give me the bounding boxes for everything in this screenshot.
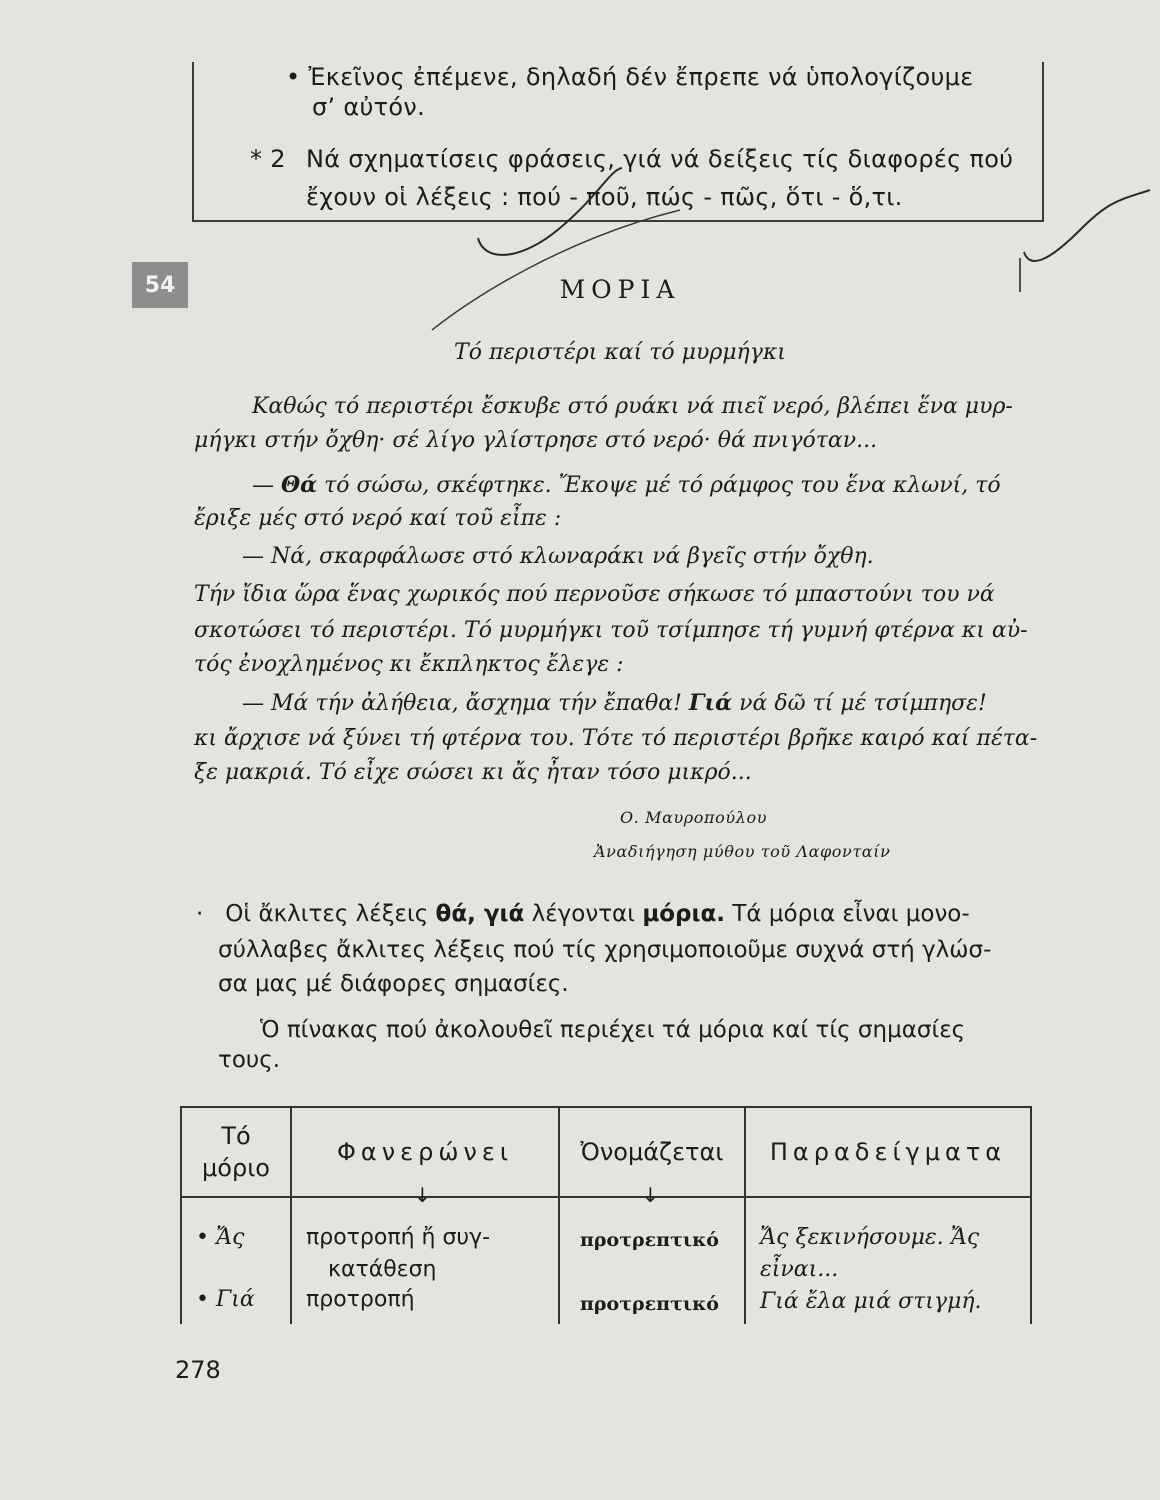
cell-meaning: κατάθεση — [328, 1257, 437, 1282]
story-line-start: — Μά τήν ἀλήθεια, ἄσχημα τήν ἔπαθα! — [242, 691, 682, 716]
bold-word-gia: Γιά — [688, 690, 733, 716]
story-line: τός ἐνοχλημένος κι ἔκπληκτος ἔλεγε : — [194, 652, 624, 677]
header-meaning: Φανερώνει — [337, 1138, 513, 1166]
exercise-line-1: • Ἐκεῖνος ἐπέμενε, δηλαδή δέν ἔπρεπε νά ὑπολογίζουμε — [286, 63, 974, 91]
story-line: μήγκι στήν ὄχθη· σέ λίγο γλίστρησε στό νερό· θά πνιγόταν... — [194, 428, 878, 453]
cell-particle: • Γιά — [196, 1287, 255, 1312]
bullet: · — [196, 901, 204, 927]
explanation-line: σύλλαβες ἄκλιτες λέξεις πού τίς χρησιμοποιοῦμε συχνά στή γλώσ- — [218, 937, 992, 963]
cell-name: προτρεπτικό — [580, 1229, 719, 1251]
explanation-line: σα μας μέ διάφορες σημασίες. — [218, 971, 569, 997]
exercise-item-2-line-1: Νά σχηματίσεις φράσεις, γιά νά δείξεις τίς διαφορές πού — [306, 145, 1014, 173]
cell-example: Γιά ἔλα μιά στιγμή. — [760, 1289, 982, 1314]
header-particle-line-1: Τό — [221, 1122, 251, 1150]
cell-meaning: προτροπή — [306, 1287, 415, 1312]
header-examples: Παραδείγματα — [769, 1138, 1007, 1166]
story-line-end: νά δῶ τί μέ τσίμπησε! — [739, 691, 987, 716]
section-number-badge: 54 — [132, 262, 188, 308]
header-particle-line-2: μόριο — [202, 1154, 270, 1182]
story-line: ξε μακριά. Τό εἶχε σώσει κι ἄς ἦταν τόσο μικρό... — [194, 760, 752, 785]
cell-particle: • Ἄς — [196, 1225, 245, 1250]
story-line: κι ἄρχισε νά ξύνει τή φτέρνα του. Τότε τό περιστέρι βρῆκε καιρό καί πέτα- — [194, 726, 1038, 751]
explanation-line: Ὁ πίνακας πού ἀκολουθεῖ περιέχει τά μόρια καί τίς σημασίες — [260, 1017, 966, 1043]
arrow-down-icon: ↓ — [414, 1183, 431, 1207]
story-title: Τό περιστέρι καί τό μυρμήγκι — [454, 340, 786, 365]
story-line: — Νά, σκαρφάλωσε στό κλωναράκι νά βγεῖς στήν ὄχθη. — [242, 544, 874, 569]
cell-name: προτρεπτικό — [580, 1293, 719, 1315]
header-name: Ὀνομάζεται — [580, 1138, 724, 1166]
story-line: σκοτώσει τό περιστέρι. Τό μυρμήγκι τοῦ τσίμπησε τή γυμνή φτέρνα κι αὐ- — [194, 618, 1028, 643]
cell-example: εἶναι... — [760, 1257, 839, 1282]
arrow-down-icon: ↓ — [642, 1183, 659, 1207]
dash: — — [252, 473, 281, 498]
exercise-line-2: σ’ αὐτόν. — [312, 93, 426, 121]
author-name: Ο. Μαυροπούλου — [620, 808, 768, 827]
bold-particles: θά, γιά — [435, 901, 525, 927]
story-line-rest: τό σώσω, σκέφτηκε. Ἔκοψε μέ τό ράμφος του ἕνα κλωνί, τό — [324, 473, 1001, 498]
cell-meaning: προτροπή ἤ συγ- — [306, 1225, 491, 1250]
story-line: Τήν ἴδια ὥρα ἕνας χωρικός πού περνοῦσε σήκωσε τό μπαστούνι του νά — [194, 582, 995, 607]
story-line: ἔριξε μές στό νερό καί τοῦ εἶπε : — [194, 506, 562, 531]
bold-word-tha: Θά — [281, 472, 318, 498]
story-source: Ἀναδιήγηση μύθου τοῦ Λαφονταίν — [594, 842, 891, 861]
text-run: Τά μόρια εἶναι μονο- — [732, 901, 970, 927]
text-run: Οἱ ἄκλιτες λέξεις — [225, 901, 429, 927]
story-line: Καθώς τό περιστέρι ἔσκυβε στό ρυάκι νά πιεῖ νερό, βλέπει ἕνα μυρ- — [252, 394, 1013, 419]
exercise-item-number: * 2 — [250, 145, 286, 173]
page-number: 278 — [175, 1356, 221, 1384]
text-run: λέγονται — [531, 901, 636, 927]
explanation-line: τους. — [218, 1047, 281, 1073]
cell-example: Ἄς ξεκινήσουμε. Ἄς — [760, 1225, 980, 1250]
bold-term: μόρια. — [642, 901, 726, 927]
exercise-item-2-line-2: ἔχουν οἱ λέξεις : πού - ποῦ, πώς - πῶς, ὅτι - ὅ,τι. — [306, 183, 903, 211]
section-title: ΜΟΡΙΑ — [559, 275, 681, 304]
